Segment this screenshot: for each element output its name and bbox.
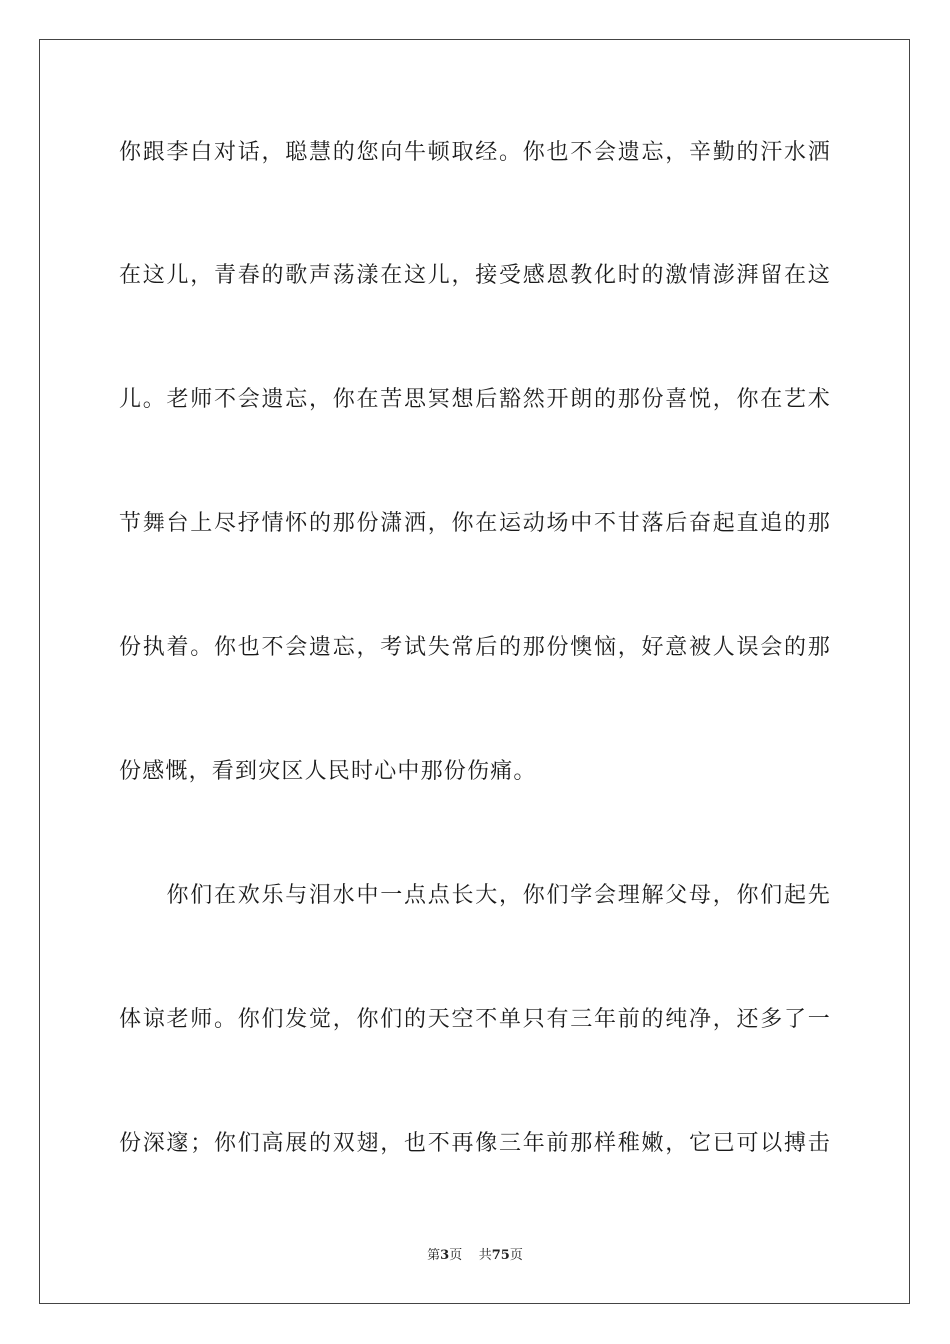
text-line-9: 份深邃；你们高展的双翅，也不再像三年前那样稚嫩，它已可以搏击	[119, 1131, 831, 1156]
text-line-8: 体谅老师。你们发觉，你们的天空不单只有三年前的纯净，还多了一	[119, 1007, 831, 1032]
footer-page-suffix: 页	[449, 1248, 463, 1263]
text-line-1: 你跟李白对话，聪慧的您向牛顿取经。你也不会遗忘，辛勤的汗水洒	[119, 140, 831, 165]
page-footer	[0, 1247, 950, 1265]
text-line-4: 节舞台上尽抒情怀的那份潇洒，你在运动场中不甘落后奋起直追的那	[119, 511, 831, 536]
footer-page-prefix: 第	[427, 1248, 441, 1263]
text-line-7: 你们在欢乐与泪水中一点点长大，你们学会理解父母，你们起先	[119, 883, 831, 908]
footer-total-prefix: 共	[478, 1248, 492, 1263]
text-line-2: 在这儿，青春的歌声荡漾在这儿，接受感恩教化时的激情澎湃留在这	[119, 263, 831, 288]
footer-total-pages: 75	[491, 1248, 510, 1263]
footer-total-suffix: 页	[509, 1248, 523, 1263]
page-border	[39, 39, 910, 1304]
footer-page-number: 3	[440, 1248, 450, 1263]
text-line-6: 份感慨，看到灾区人民时心中那份伤痛。	[119, 759, 537, 784]
text-line-5: 份执着。你也不会遗忘，考试失常后的那份懊恼，好意被人误会的那	[119, 635, 831, 660]
text-line-3: 儿。老师不会遗忘，你在苦思冥想后豁然开朗的那份喜悦，你在艺术	[119, 387, 831, 412]
